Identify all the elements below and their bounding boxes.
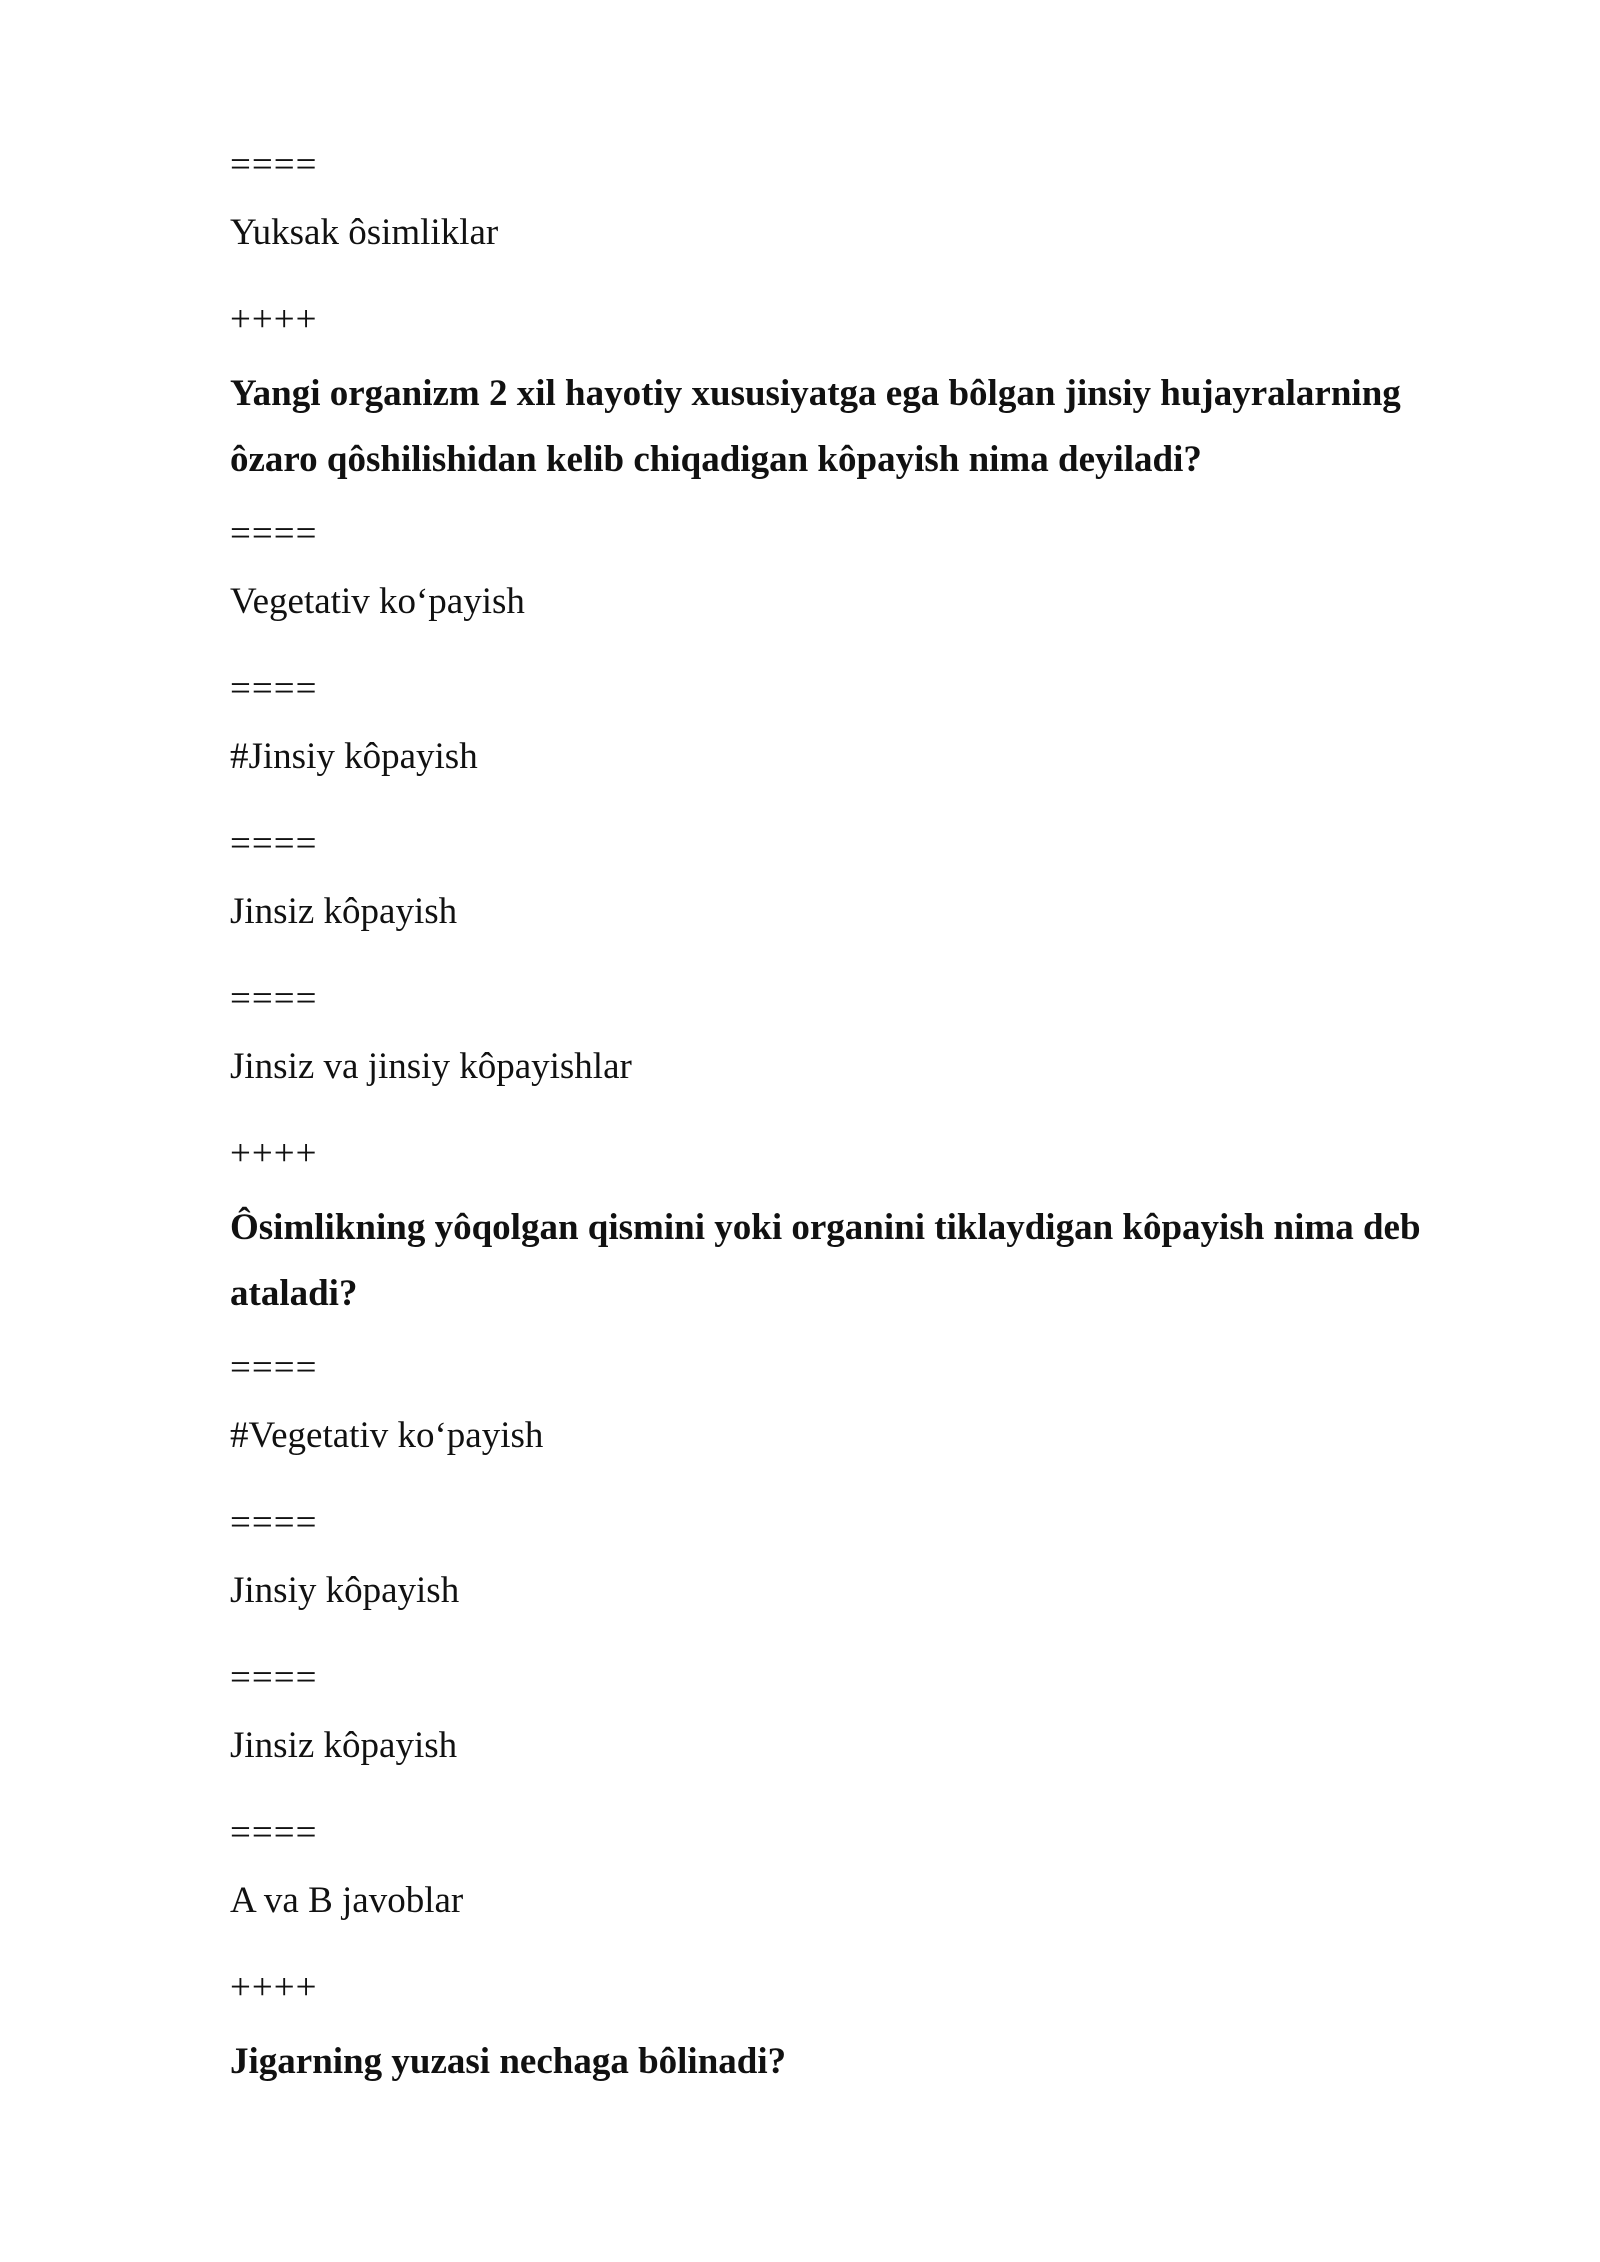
answer-option: Yuksak ôsimliklar bbox=[230, 212, 499, 253]
answer-option: Vegetativ ko‘payish bbox=[230, 581, 525, 622]
answer-option: Jinsiz va jinsiy kôpayishlar bbox=[230, 1046, 632, 1087]
separator-marker: ==== bbox=[230, 823, 318, 864]
question-text: Yangi organizm 2 xil hayotiy xususiyatga ega bôlgan jinsiy hujayralarning ôzaro qôshilishidan kelib chiqadigan kôpayish nima deyiladi? bbox=[230, 373, 1401, 480]
separator-marker: ==== bbox=[230, 1502, 318, 1543]
answer-option: Jinsiy kôpayish bbox=[230, 1570, 460, 1611]
answer-option: Jinsiz kôpayish bbox=[230, 1725, 458, 1766]
separator-marker: ==== bbox=[230, 1347, 318, 1388]
separator-marker: ==== bbox=[230, 144, 318, 185]
question-marker: ++++ bbox=[230, 1967, 318, 2008]
separator-marker: ==== bbox=[230, 513, 318, 554]
separator-marker: ==== bbox=[230, 668, 318, 709]
answer-option: Jinsiz kôpayish bbox=[230, 891, 458, 932]
answer-option-correct: #Vegetativ ko‘payish bbox=[230, 1415, 544, 1456]
question-marker: ++++ bbox=[230, 299, 318, 340]
answer-option: A va B javoblar bbox=[230, 1880, 464, 1921]
document-body bbox=[230, 138, 1470, 2109]
answer-option-correct: #Jinsiy kôpayish bbox=[230, 736, 478, 777]
separator-marker: ==== bbox=[230, 1657, 318, 1698]
question-marker: ++++ bbox=[230, 1133, 318, 1174]
question-text: Ôsimlikning yôqolgan qismini yoki organini tiklaydigan kôpayish nima deb ataladi? bbox=[230, 1207, 1421, 1314]
separator-marker: ==== bbox=[230, 978, 318, 1019]
separator-marker: ==== bbox=[230, 1812, 318, 1853]
question-text: Jigarning yuzasi nechaga bôlinadi? bbox=[230, 2041, 787, 2082]
